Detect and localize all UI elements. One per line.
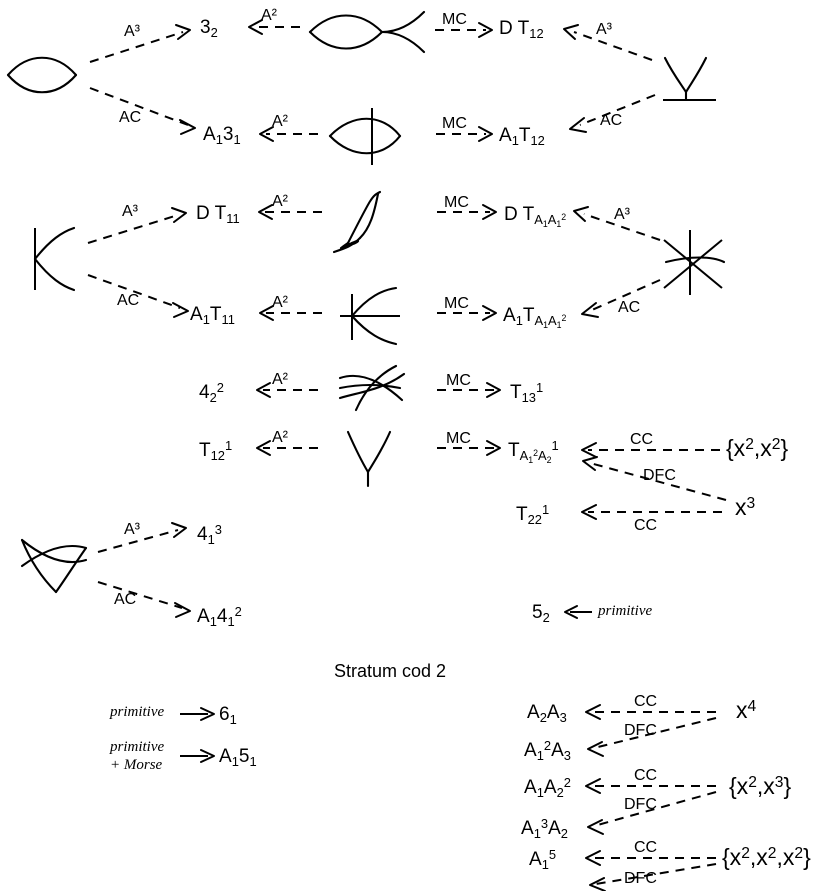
label-mc-row2-lower: MC	[444, 295, 469, 312]
label-dfc-b2: DFC	[624, 796, 657, 813]
node-6-1: $6_1$	[219, 704, 237, 728]
label-a2-row3: A²	[272, 371, 288, 388]
label-dfc-row4: DFC	[643, 467, 676, 484]
curve-triple-row3	[340, 366, 404, 410]
label-mc-row3: MC	[446, 372, 471, 389]
node-a1-5-1: $A_15_1$	[219, 746, 257, 770]
node-t13-1: $T_{13}^1$	[510, 380, 544, 405]
node-dt-a1a1sq: D $T_{A_1A_1^2}$	[504, 204, 567, 229]
node-3-2: $3_2$	[200, 17, 218, 41]
label-primitive-morse-2: + Morse	[110, 757, 163, 773]
curve-cusp-vertical-row2	[340, 288, 400, 344]
node-a1t11: $A_1T_{11}$	[190, 304, 235, 328]
label-dfc-b3: DFC	[624, 870, 657, 887]
node-set-x2x2x2: $\{x^2,x^2,x^2\}$	[722, 844, 811, 871]
label-dfc-b1: DFC	[624, 722, 657, 739]
arrow-a3-row1	[90, 25, 190, 62]
label-mc-row1-lower: MC	[442, 115, 467, 132]
node-a1sq-a3: $A_1^2A_3$	[524, 738, 571, 763]
curve-lens-cusp	[310, 12, 424, 52]
curve-butterfly-row5	[22, 540, 86, 592]
node-t22-1: $T_{22}^1$	[516, 502, 550, 527]
label-a2-row2: A²	[272, 193, 288, 210]
curve-lens-vertical	[330, 108, 400, 165]
label-cc-b1: CC	[634, 693, 658, 710]
node-a1-5: $A_1^5$	[529, 847, 557, 872]
arrow-a2-row2	[259, 205, 322, 219]
label-mc-row4: MC	[446, 430, 471, 447]
arrow-a3-row5	[98, 523, 186, 552]
node-x4: $x^4$	[736, 697, 757, 724]
arrow-ac-row5	[98, 582, 190, 617]
label-primitive-61: primitive	[110, 704, 165, 720]
node-4-2-2: $4_2^2$	[199, 380, 224, 405]
label-a2-row1-lower: A²	[272, 113, 288, 130]
curve-cusp-left-row2	[35, 228, 74, 290]
arrow-primitive-morse-a151	[180, 750, 214, 762]
label-cc-b3: CC	[634, 839, 658, 856]
node-a1t12: $A_1T_{12}$	[499, 125, 545, 149]
label-primitive-morse-1: primitive	[110, 739, 165, 755]
arrow-primitive-52	[565, 606, 592, 618]
node-dt11: D $T_{11}$	[196, 203, 240, 227]
curve-star-right-row2	[664, 230, 724, 295]
label-a2-row4: A²	[272, 429, 288, 446]
label-ac-row5: AC	[114, 591, 137, 608]
label-mc-row1: MC	[442, 11, 467, 28]
node-set-x2x2: $\{x^2,x^2\}$	[726, 435, 789, 462]
label-mc-row2: MC	[444, 194, 469, 211]
node-4-1-3: $4_1^3$	[197, 522, 222, 547]
node-a1cb-a2: $A_1^3A_2$	[521, 816, 568, 841]
arrow-a2-row2-lower	[260, 306, 322, 320]
node-a1-4-1-2: $A_14_1^2$	[197, 604, 242, 629]
arrow-ac-row1	[90, 88, 195, 134]
curve-s-row2	[334, 192, 380, 252]
curve-y-right-row1	[663, 58, 716, 100]
label-a3-row5: A³	[124, 521, 140, 538]
arrow-primitive-61	[180, 708, 214, 720]
label-ac-row2: AC	[117, 292, 140, 309]
node-a2a3: $A_2A_3$	[527, 702, 567, 726]
label-ac-row1-right: AC	[600, 112, 623, 129]
node-t12-1: $T_{12}^1$	[199, 438, 233, 463]
label-a3-row1: A³	[124, 23, 140, 40]
node-a1a2sq: $A_1A_2^2$	[524, 775, 571, 800]
arrow-a2-row1-lower	[260, 127, 318, 141]
label-ac-row1: AC	[119, 109, 142, 126]
label-a2-row2-lower: A²	[272, 294, 288, 311]
node-dt12: D $T_{12}$	[499, 18, 544, 42]
node-t-a1sqa2: $T_{A_1^2A_2}^1$	[508, 438, 559, 465]
node-x3: $x^3$	[735, 494, 756, 521]
label-a3-row1-right: A³	[596, 21, 612, 38]
label-cc-row4: CC	[630, 431, 654, 448]
node-a1-3-1: $A_13_1$	[203, 124, 241, 148]
label-a3-row2: A³	[122, 203, 138, 220]
node-5-2: $5_2$	[532, 602, 550, 626]
label-cc-b2: CC	[634, 767, 658, 784]
label-ac-row2-right: AC	[618, 299, 641, 316]
curve-lens-left	[8, 58, 76, 93]
curve-y-row4	[348, 432, 390, 486]
stratum-title: Stratum cod 2	[334, 661, 447, 681]
label-a3-row2-right: A³	[614, 206, 630, 223]
label-a2-row1: A²	[261, 7, 277, 24]
node-a1t-a1a1sq: $A_1T_{A_1A_1^2}$	[503, 305, 567, 330]
node-set-x2x3: $\{x^2,x^3\}$	[729, 773, 792, 800]
label-primitive-52: primitive	[598, 603, 653, 619]
label-cc-row4-lower: CC	[634, 517, 658, 534]
